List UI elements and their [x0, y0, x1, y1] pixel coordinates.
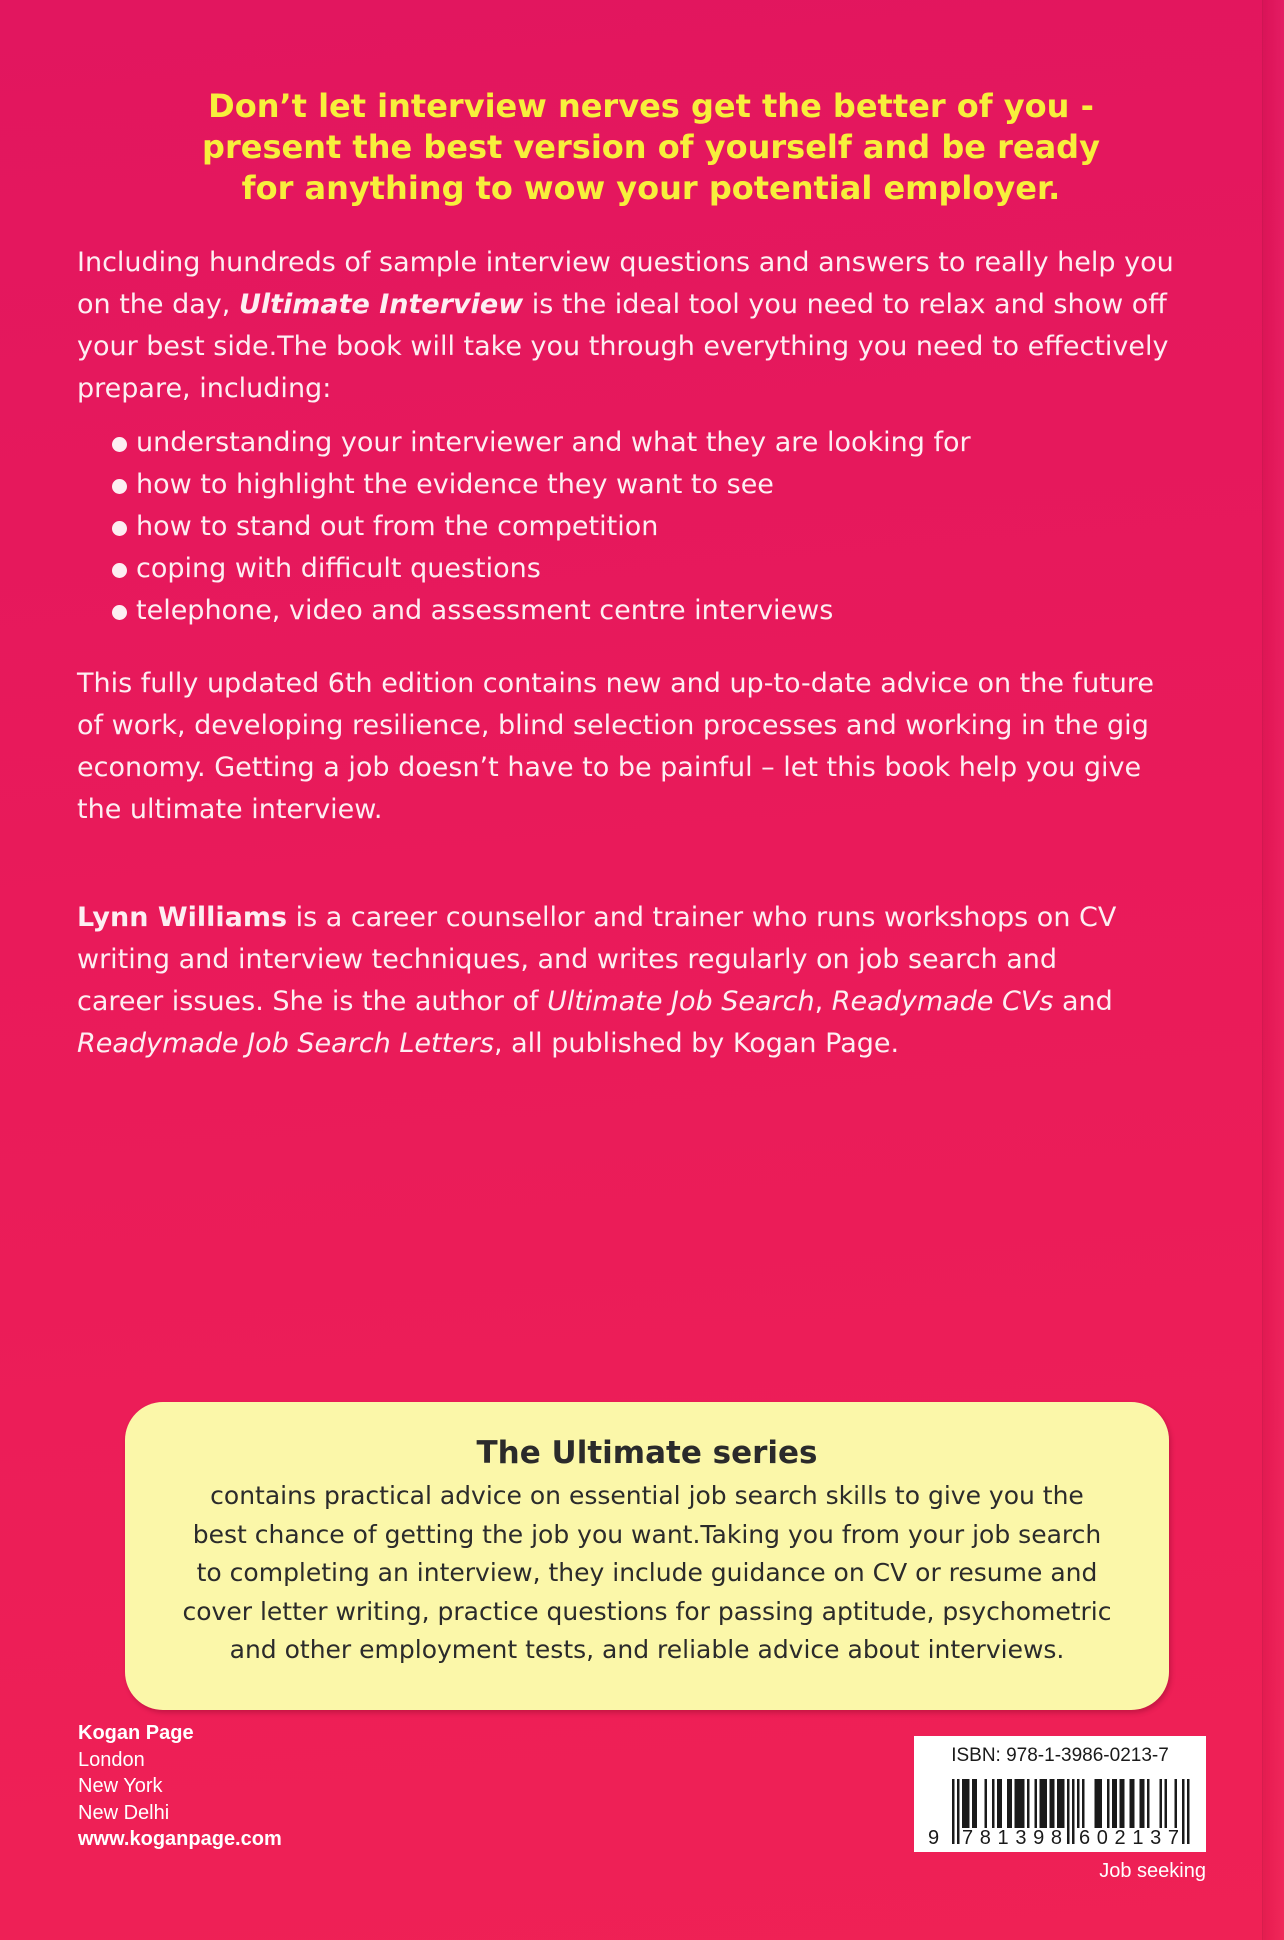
category-label: Job seeking: [1099, 1860, 1206, 1882]
headline-line: present the best version of yourself and be ready: [202, 128, 1100, 166]
feature-text: how to highlight the evidence they want to see: [136, 469, 774, 500]
author-text: and: [1053, 986, 1113, 1017]
author-book-title: Readymade CVs: [831, 986, 1054, 1017]
barcode-left-digits: 781398: [962, 1827, 1062, 1849]
barcode-bar: [992, 1779, 995, 1828]
feature-text: how to stand out from the competition: [136, 511, 659, 542]
barcode-bar: [1050, 1779, 1055, 1828]
author-line: [77, 1023, 1116, 1065]
barcode-bar: [957, 1779, 960, 1844]
isbn-barcode-box: [914, 1736, 1206, 1852]
series-line: to completing an interview, they include guidance on CV or resume and: [196, 1558, 1098, 1587]
intro-text: on the day,: [77, 289, 239, 320]
intro-line: your best side.The book will take you through everything you need to effectively: [77, 331, 1169, 362]
barcode-first-digit: 9: [928, 1827, 940, 1849]
feature-text: understanding your interviewer and what they are looking for: [136, 427, 971, 458]
barcode-bar: [1007, 1779, 1012, 1828]
barcode-bar: [972, 1779, 977, 1828]
series-info-box: [125, 1402, 1169, 1710]
feature-item: [77, 590, 971, 632]
publisher-city: New York: [78, 1775, 163, 1797]
barcode-bar: [1095, 1779, 1103, 1828]
series-line: best chance of getting the job you want.Taking you from your job search: [192, 1519, 1102, 1549]
headline-line: Don’t let interview nerves get the better of you -: [208, 87, 1094, 125]
author-bio: [77, 897, 1116, 1065]
barcode-bar: [1175, 1779, 1178, 1828]
bullet-icon: [112, 563, 127, 578]
barcode-bar: [1187, 1779, 1190, 1844]
barcode-bar: [1160, 1779, 1163, 1828]
publisher-city: London: [78, 1748, 145, 1771]
barcode-bar: [997, 1779, 1002, 1828]
headline: [77, 86, 1225, 209]
edition-line: economy. Getting a job doesn’t have to be painful – let this book help you give: [77, 752, 1142, 783]
barcode-bar: [1057, 1779, 1065, 1828]
series-line: contains practical advice on essential job search skills to give you the: [210, 1481, 1084, 1510]
barcode-bar: [1027, 1779, 1030, 1828]
barcode-bar: [1072, 1779, 1075, 1844]
publisher-website: www.koganpage.com: [78, 1828, 282, 1850]
publisher-city: New Delhi: [78, 1801, 170, 1824]
barcode-graphic: [914, 1736, 1206, 1852]
feature-text: telephone, video and assessment centre interviews: [136, 595, 834, 626]
bullet-icon: [112, 605, 127, 620]
isbn-label: ISBN: 978-1-3986-0213-7: [951, 1745, 1169, 1766]
author-line: [77, 981, 1116, 1023]
series-line: cover letter writing, practice questions for passing aptitude, psychometric: [182, 1596, 1112, 1626]
barcode-bar: [1182, 1779, 1185, 1844]
book-title-emphasis: Ultimate Interview: [238, 289, 524, 320]
barcode-bar: [1165, 1779, 1168, 1828]
bullet-icon: [112, 521, 127, 536]
publisher-name: Kogan Page: [78, 1722, 194, 1744]
feature-item: [77, 422, 971, 464]
barcode-bar: [1067, 1779, 1070, 1844]
intro-line: prepare, including:: [77, 373, 332, 404]
intro-paragraph: [77, 242, 1174, 410]
edition-line: This fully updated 6th edition contains new and up-to-date advice on the future: [77, 668, 1154, 699]
feature-text: coping with difficult questions: [136, 553, 541, 584]
edition-paragraph: [77, 663, 1154, 831]
publisher-block: [78, 1720, 282, 1853]
author-book-title: Readymade Job Search Letters: [77, 1028, 494, 1059]
author-book-title: Ultimate Job Search: [547, 986, 815, 1017]
edition-line: of work, developing resilience, blind selection processes and working in the gig: [77, 710, 1149, 741]
feature-item: [77, 506, 971, 548]
feature-item: [77, 464, 971, 506]
feature-item: [77, 548, 971, 590]
author-line: writing and interview techniques, and writes regularly on job search and: [77, 944, 1058, 975]
barcode-bar: [1147, 1779, 1150, 1828]
intro-text: is the ideal tool you need to relax and show off: [523, 289, 1167, 320]
cover-edge: [1262, 0, 1284, 1940]
barcode-bar: [1112, 1779, 1117, 1828]
barcode-bar: [1120, 1779, 1125, 1828]
series-line: and other employment tests, and reliable advice about interviews.: [229, 1635, 1065, 1664]
barcode-bar: [1015, 1779, 1025, 1828]
barcode-bar: [962, 1779, 970, 1828]
barcode-right-digits: 602137: [1079, 1827, 1179, 1849]
barcode-bar: [1077, 1779, 1080, 1828]
author-text: ,: [814, 986, 832, 1017]
feature-list: [77, 422, 971, 632]
barcode-bar: [1107, 1779, 1110, 1828]
intro-line: Including hundreds of sample interview questions and answers to really help you: [77, 247, 1174, 278]
barcode-bar: [1082, 1779, 1085, 1828]
author-text: , all published by Kogan Page.: [493, 1028, 900, 1059]
barcode-bar: [952, 1779, 955, 1844]
series-title: The Ultimate series: [476, 1435, 818, 1471]
barcode-bar: [1140, 1779, 1145, 1828]
barcode-bar: [1130, 1779, 1135, 1828]
edition-line: the ultimate interview.: [77, 794, 383, 825]
barcode-bar: [985, 1779, 988, 1828]
bullet-icon: [112, 437, 127, 452]
barcode-bar: [1040, 1779, 1048, 1828]
author-text: career issues. She is the author of: [77, 986, 548, 1017]
author-line: [77, 897, 1116, 939]
bullet-icon: [112, 479, 127, 494]
barcode-bar: [1035, 1779, 1038, 1828]
author-name: Lynn Williams: [77, 902, 288, 933]
headline-line: for anything to wow your potential employer.: [241, 169, 1061, 207]
author-text: is a career counsellor and trainer who runs workshops on CV: [287, 902, 1117, 933]
intro-line: [77, 284, 1174, 326]
